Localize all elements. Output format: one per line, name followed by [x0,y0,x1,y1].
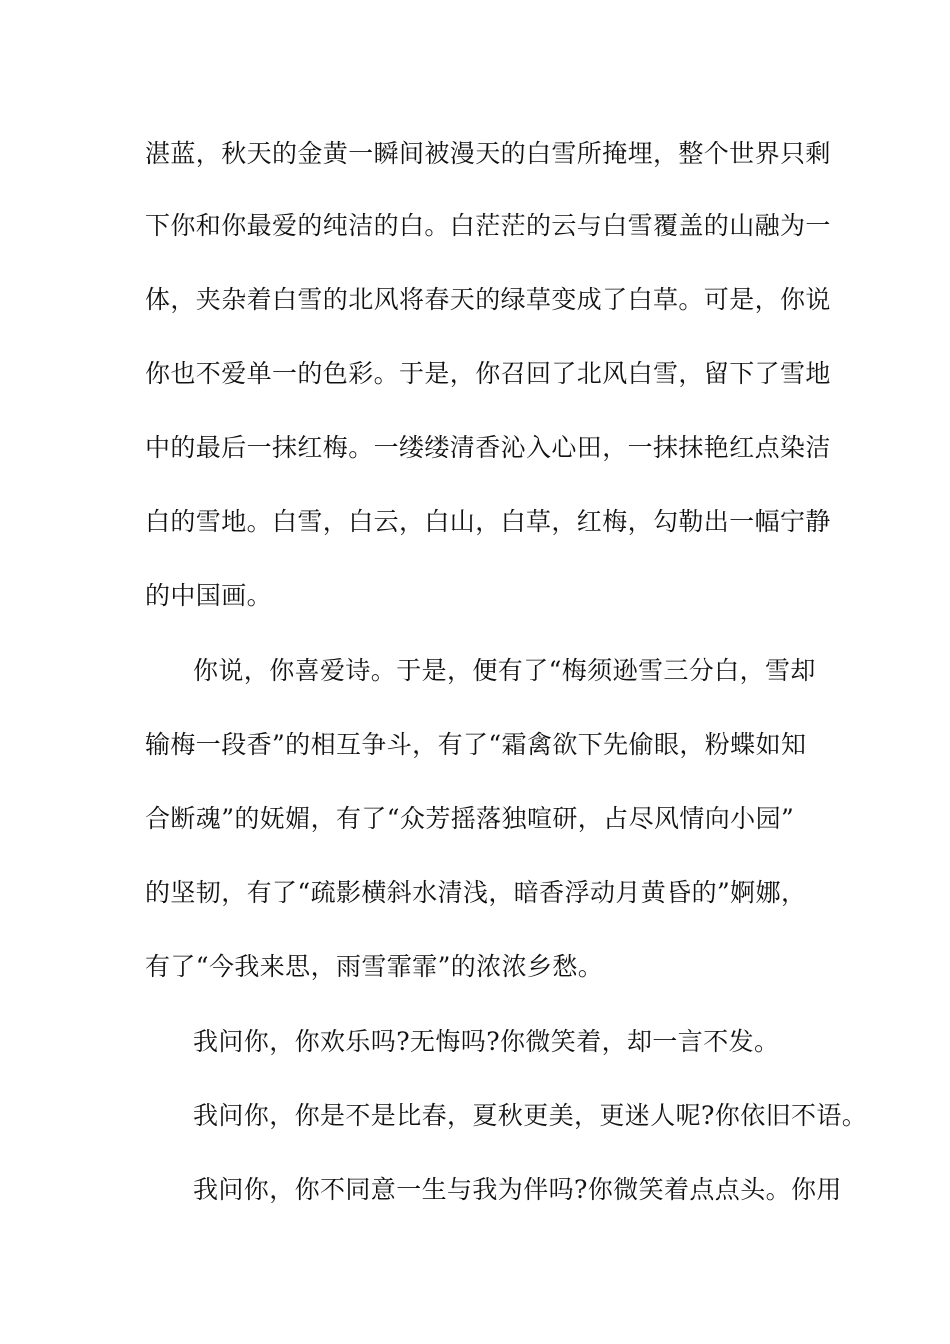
paragraph-first-line: 我问你，你是不是比春，夏秋更美，更迷人呢?你依旧不语。 [193,1101,868,1130]
text-line: 你也不爱单一的色彩。于是，你召回了北风白雪，留下了雪地 [145,359,831,388]
paragraph-first-line: 我问你，你欢乐吗?无悔吗?你微笑着，却一言不发。 [193,1027,780,1056]
text-line: 有了“今我来思，雨雪霏霏”的浓浓乡愁。 [145,952,604,981]
text-line: 合断魂”的妩媚，有了“众芳摇落独喧研，占尽风情向小园” [145,804,795,833]
text-line: 的坚韧，有了“疏影横斜水清浅，暗香浮动月黄昏的”婀娜， [145,878,807,907]
text-line: 的中国画。 [145,581,273,610]
paragraph-first-line: 你说，你喜爱诗。于是，便有了“梅须逊雪三分白，雪却 [193,656,816,685]
text-line: 体，夹杂着白雪的北风将春天的绿草变成了白草。可是，你说 [145,285,831,314]
text-line: 白的雪地。白雪，白云，白山，白草，红梅，勾勒出一幅宁静 [145,507,831,536]
text-line: 输梅一段香”的相互争斗，有了“霜禽欲下先偷眼，粉蝶如知 [145,730,807,759]
paragraph-first-line: 我问你，你不同意一生与我为伴吗?你微笑着点点头。你用 [193,1175,842,1204]
text-line: 湛蓝，秋天的金黄一瞬间被漫天的白雪所掩埋，整个世界只剩 [145,139,831,168]
text-line: 中的最后一抹红梅。一缕缕清香沁入心田，一抹抹艳红点染洁 [145,433,831,462]
text-line: 下你和你最爱的纯洁的白。白茫茫的云与白雪覆盖的山融为一 [145,211,831,240]
